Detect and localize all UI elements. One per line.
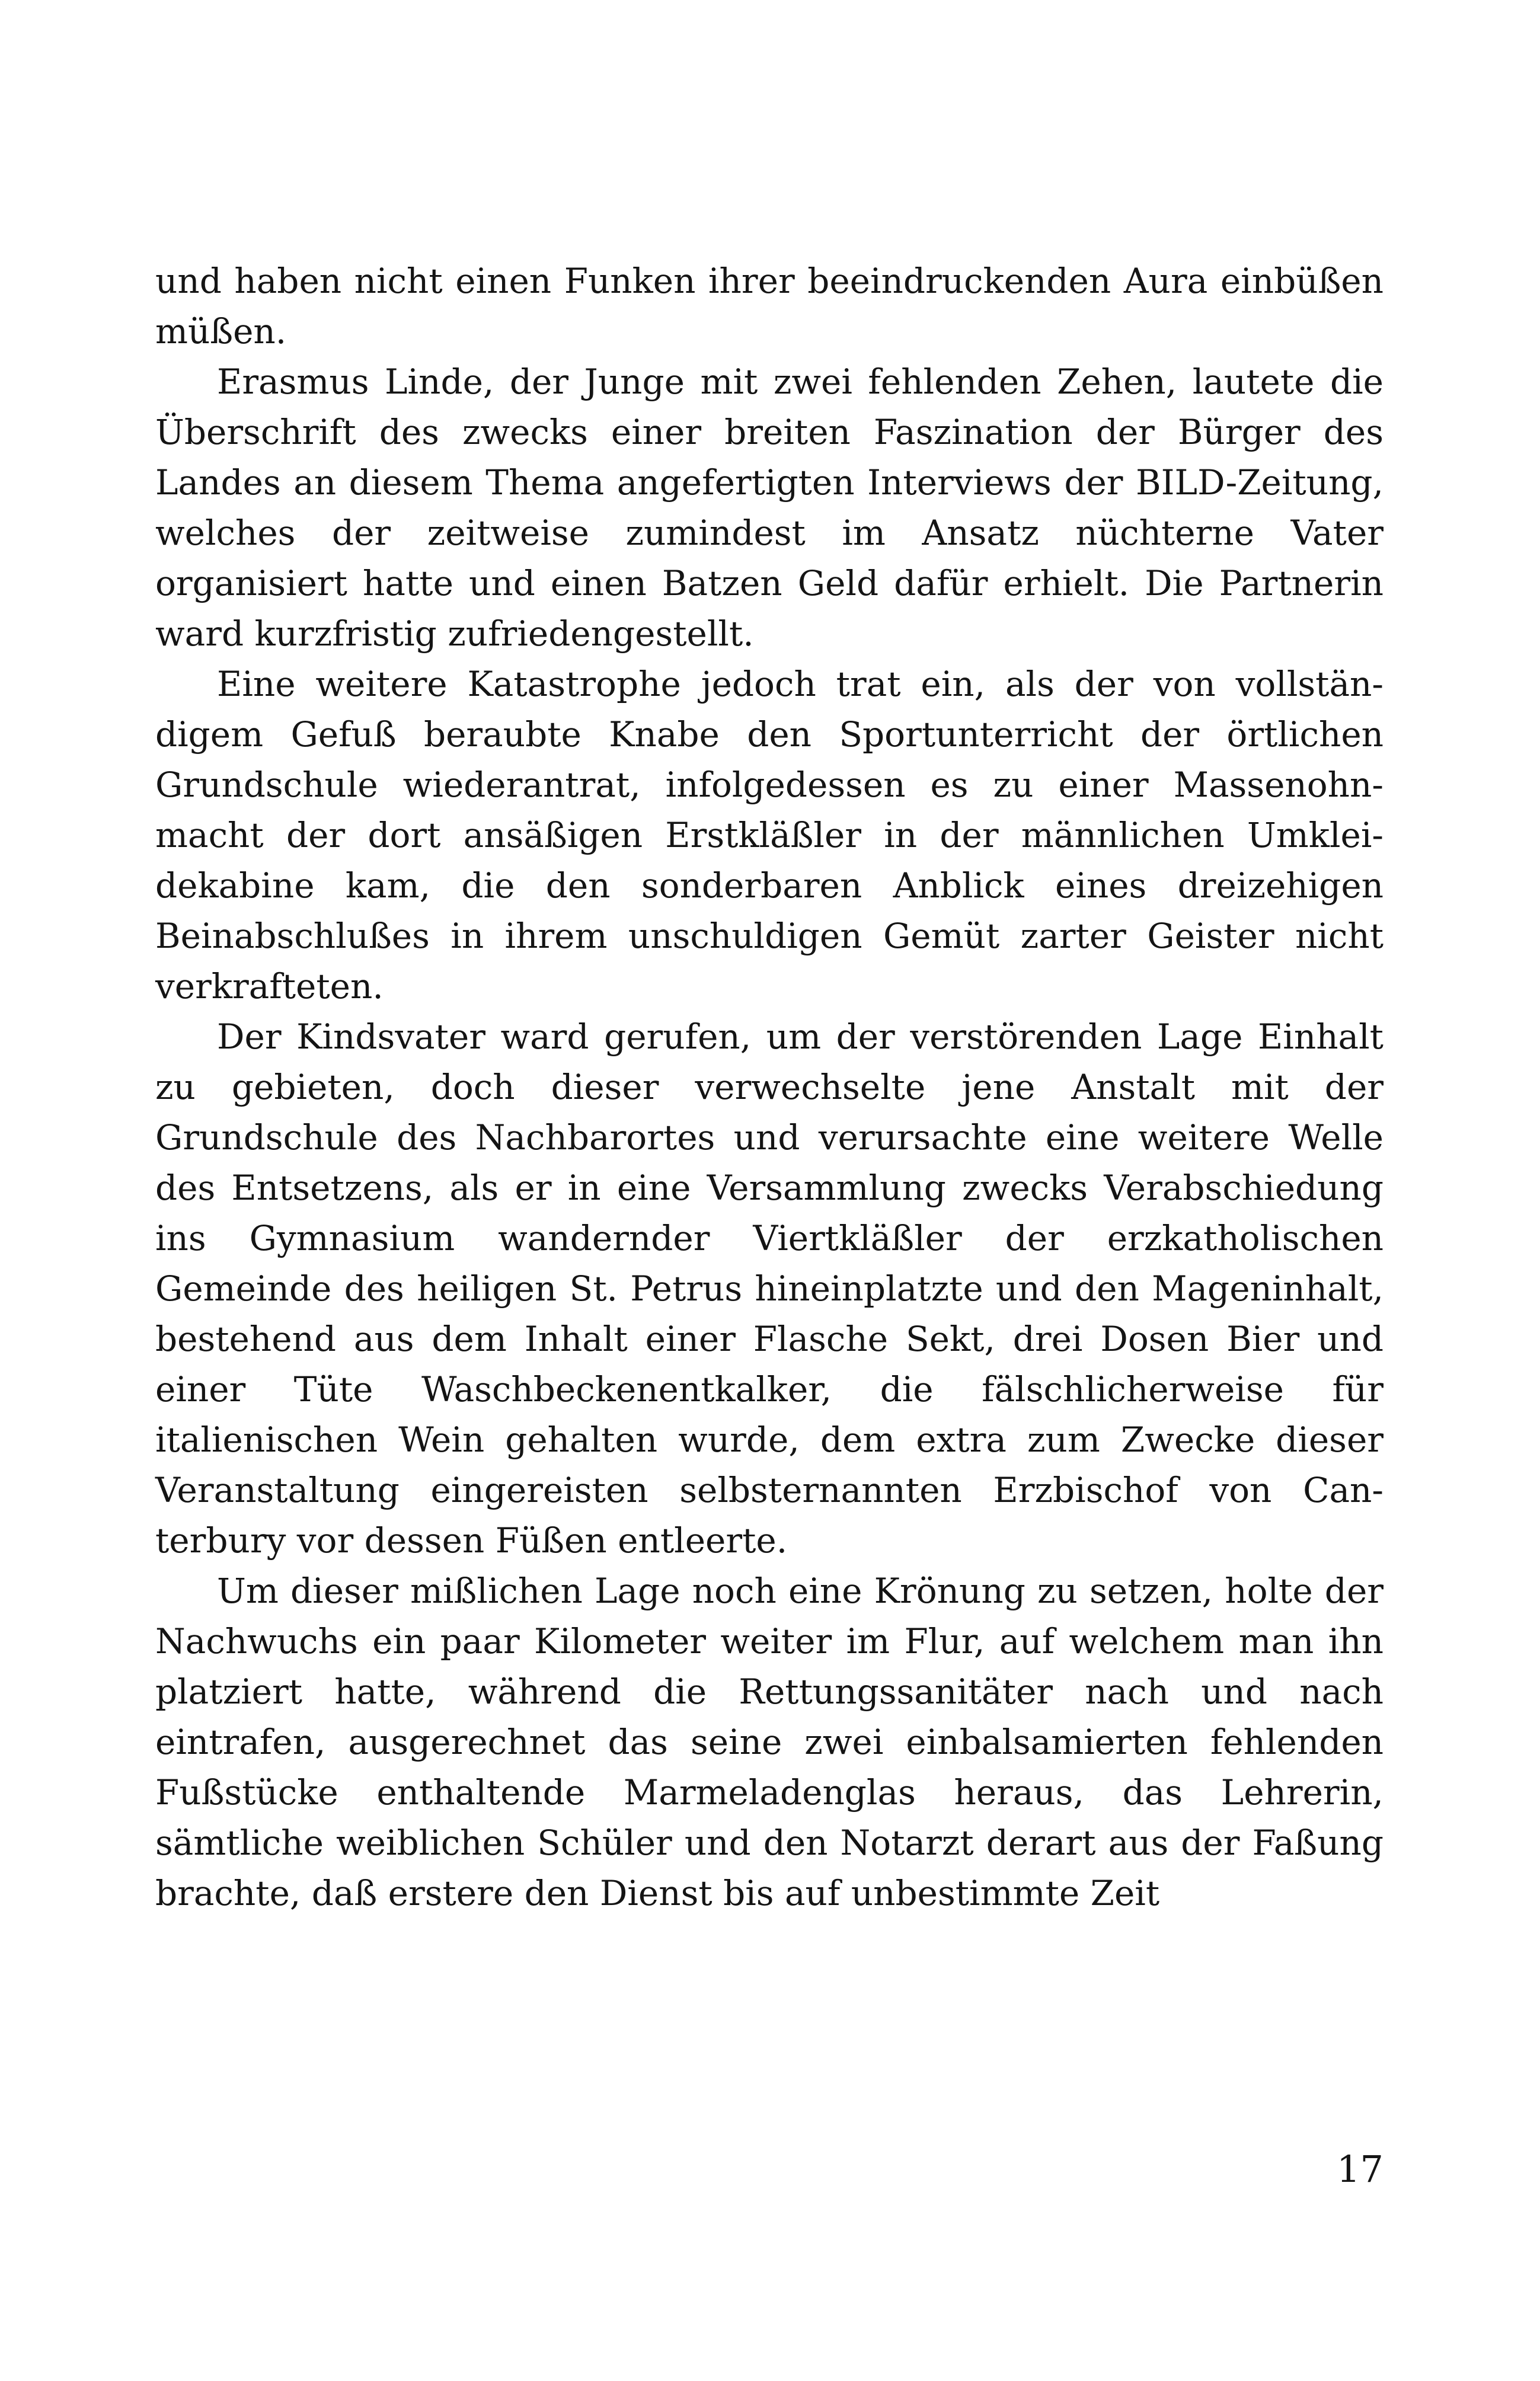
body-text <box>155 256 1384 1919</box>
page-number: 17 <box>1337 2147 1384 2191</box>
paragraph: Der Kindsvater ward gerufen, um der verstörenden Lage Einhalt zu gebieten, doch dieser verwechselte jene Anstalt mit der Grundschule des Nachbarortes und verursachte eine weitere Welle des Entsetzens, als er in eine Versammlung zwecks Verabschiedung ins Gymnasium wandernder Viertkläßler der erzkatholischen Gemeinde des heiligen St. Petrus hineinplatzte und den Mageninhalt, bestehend aus dem Inhalt einer Flasche Sekt, drei Dosen Bier und einer Tüte Waschbeckenentkalker, die fälschlicherweise für italienischen Wein gehalten wurde, dem extra zum Zwecke dieser Veranstaltung eingereisten selbsternannten Erzbischof von Canterbury vor dessen Füßen entleerte. <box>155 1017 1384 1561</box>
paragraph: Erasmus Linde, der Junge mit zwei fehlenden Zehen, lautete die Überschrift des zwecks einer breiten Faszination der Bürger des Landes an diesem Thema angefertigten Interviews der BILD-Zeitung, welches der zeitweise zumindest im Ansatz nüchterne Vater organisiert hatte und einen Batzen Geld dafür erhielt. Die Partnerin ward kurzfristig zufriedengestellt. <box>155 362 1384 654</box>
paragraph: Um dieser mißlichen Lage noch eine Krönung zu setzen, holte der Nachwuchs ein paar Kilometer weiter im Flur, auf welchem man ihn platziert hatte, während die Rettungssanitäter nach und nach eintrafen, ausgerechnet das seine zwei einbalsamierten fehlenden Fußstücke enthaltende Marmeladenglas heraus, das Lehrerin, sämtliche weiblichen Schüler und den Notarzt derart aus der Faßung brachte, daß erstere den Dienst bis auf unbestimmte Zeit <box>155 1571 1384 1913</box>
paragraph: Eine weitere Katastrophe jedoch trat ein, als der von vollständigem Gefuß beraubte Knabe den Sportunterricht der örtlichen Grundschule wiederantrat, infolgedessen es zu einer Massenohnmacht der dort ansäßigen Erstkläßler in der männlichen Umkleidekabine kam, die den sonderbaren Anblick eines dreizehigen Beinabschlußes in ihrem unschuldigen Gemüt zarter Geister nicht verkrafteten. <box>155 664 1384 1006</box>
paragraph-continuation: und haben nicht einen Funken ihrer beeindruckenden Aura einbüßen müßen. <box>155 261 1384 351</box>
